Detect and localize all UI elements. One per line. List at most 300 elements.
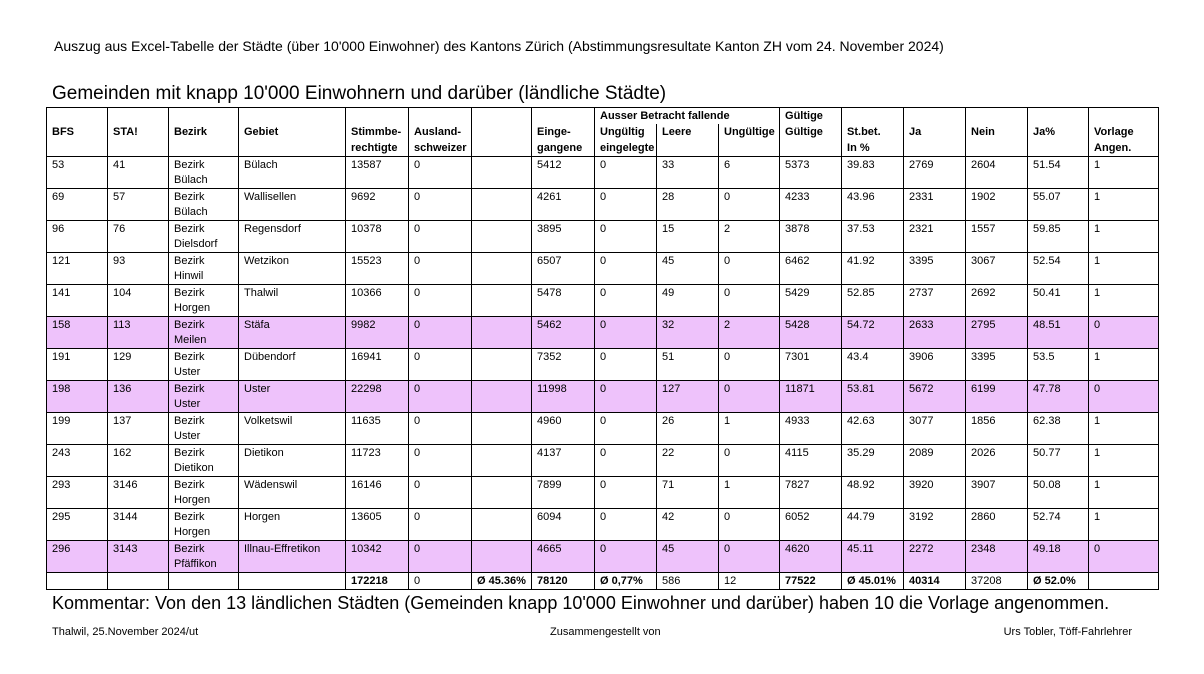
table-cell: 104 (108, 285, 169, 317)
table-cell: 3920 (904, 477, 966, 509)
table-cell: 0 (595, 253, 657, 285)
total-cell: 172218 (346, 573, 409, 590)
table-cell: 4115 (780, 445, 842, 477)
table-cell: 62.38 (1028, 413, 1089, 445)
table-cell: Thalwil (239, 285, 346, 317)
table-cell: 3192 (904, 509, 966, 541)
table-cell: 0 (409, 509, 472, 541)
table-cell: 4261 (532, 189, 595, 221)
table-cell: 0 (719, 541, 780, 573)
total-cell: 12 (719, 573, 780, 590)
table-cell: 69 (47, 189, 108, 221)
header-cell (904, 108, 966, 125)
table-row (47, 445, 1159, 477)
comment-text: Kommentar: Von den 13 ländlichen Städten (Gemeinden knapp 10'000 Einwohner und darüber) haben 10 die Vorlage angenommen. (52, 593, 1110, 613)
table-cell: Uster (239, 381, 346, 413)
table-cell: 0 (595, 445, 657, 477)
table-cell: 0 (1089, 541, 1159, 573)
column-header (47, 140, 108, 157)
table-cell: 0 (595, 189, 657, 221)
table-cell: Bülach (239, 157, 346, 189)
table-cell: 3395 (966, 349, 1028, 381)
table-cell: 6052 (780, 509, 842, 541)
table-cell: 9982 (346, 317, 409, 349)
table-cell: 5429 (780, 285, 842, 317)
table-cell: 11635 (346, 413, 409, 445)
table-cell: 0 (595, 157, 657, 189)
table-cell: 5478 (532, 285, 595, 317)
header-cell (346, 108, 409, 125)
table-cell (472, 253, 532, 285)
table-cell: 136 (108, 381, 169, 413)
table-cell: Wetzikon (239, 253, 346, 285)
table-cell: 0 (719, 189, 780, 221)
column-header (719, 140, 780, 157)
table-cell: Stäfa (239, 317, 346, 349)
table-cell: 4960 (532, 413, 595, 445)
table-cell: 11998 (532, 381, 595, 413)
table-cell: 53 (47, 157, 108, 189)
table-cell (472, 509, 532, 541)
table-cell: 39.83 (842, 157, 904, 189)
table-cell: 2026 (966, 445, 1028, 477)
table-cell: 0 (595, 477, 657, 509)
table-cell (472, 477, 532, 509)
table-cell (472, 413, 532, 445)
table-cell: 3067 (966, 253, 1028, 285)
column-header: Einge- (532, 124, 595, 140)
table-row (47, 349, 1159, 381)
table-cell (472, 285, 532, 317)
table-cell: 6462 (780, 253, 842, 285)
column-header: Vorlage (1089, 124, 1159, 140)
table-cell: 13605 (346, 509, 409, 541)
table-cell: 191 (47, 349, 108, 381)
footer-left: Thalwil, 25.November 2024/ut (52, 626, 199, 638)
table-cell: Bezirk Meilen (169, 317, 239, 349)
table-cell: 52.74 (1028, 509, 1089, 541)
table-cell: 198 (47, 381, 108, 413)
table-cell: 2272 (904, 541, 966, 573)
header-cell (1028, 108, 1089, 125)
table-cell: 3395 (904, 253, 966, 285)
table-cell: 50.77 (1028, 445, 1089, 477)
column-header: Ausland- (409, 124, 472, 140)
table-row (47, 509, 1159, 541)
table-cell: 1 (1089, 253, 1159, 285)
table-cell: 295 (47, 509, 108, 541)
column-header (966, 140, 1028, 157)
table-cell: 55.07 (1028, 189, 1089, 221)
table-cell (472, 541, 532, 573)
table-cell: Bezirk Pfäffikon (169, 541, 239, 573)
table-cell: 1 (1089, 221, 1159, 253)
table-cell (472, 445, 532, 477)
table-cell: 2737 (904, 285, 966, 317)
table-cell: 7301 (780, 349, 842, 381)
table-cell: 4620 (780, 541, 842, 573)
table-cell: 16146 (346, 477, 409, 509)
table-cell: 45.11 (842, 541, 904, 573)
table-row (47, 157, 1159, 189)
total-cell: 40314 (904, 573, 966, 590)
table-cell: 0 (409, 445, 472, 477)
table-cell: 6094 (532, 509, 595, 541)
column-header: Stimmbe- (346, 124, 409, 140)
header-cell (966, 108, 1028, 125)
table-cell: 53.81 (842, 381, 904, 413)
table-cell: 71 (657, 477, 719, 509)
table-cell: Bezirk Uster (169, 413, 239, 445)
group-header-gueltige: Gültige (780, 108, 842, 125)
table-cell: 50.08 (1028, 477, 1089, 509)
table-cell: 11871 (780, 381, 842, 413)
table-cell: 7827 (780, 477, 842, 509)
total-cell: Ø 45.01% (842, 573, 904, 590)
table-cell: 41 (108, 157, 169, 189)
column-header: STA! (108, 124, 169, 140)
table-cell: Regensdorf (239, 221, 346, 253)
table-cell: 45 (657, 541, 719, 573)
table-cell (472, 157, 532, 189)
table-cell: 4233 (780, 189, 842, 221)
table-cell (472, 221, 532, 253)
table-cell: 10366 (346, 285, 409, 317)
table-cell: 45 (657, 253, 719, 285)
header-cell (239, 108, 346, 125)
column-header (657, 140, 719, 157)
table-cell: 296 (47, 541, 108, 573)
table-cell: 7352 (532, 349, 595, 381)
table-cell: Bezirk Horgen (169, 509, 239, 541)
column-header: Ja (904, 124, 966, 140)
table-cell: 0 (409, 157, 472, 189)
group-header-ausser: Ausser Betracht fallende (595, 108, 780, 125)
footer-right: Urs Tobler, Töff-Fahrlehrer (1003, 626, 1132, 638)
results-table (46, 107, 1159, 590)
column-header: BFS (47, 124, 108, 140)
header-cell (409, 108, 472, 125)
table-cell: 59.85 (1028, 221, 1089, 253)
total-cell: 37208 (966, 573, 1028, 590)
table-cell: 49 (657, 285, 719, 317)
table-cell: 6 (719, 157, 780, 189)
table-cell: 48.51 (1028, 317, 1089, 349)
table-cell: Bezirk Dietikon (169, 445, 239, 477)
table-cell (472, 189, 532, 221)
table-cell: 3906 (904, 349, 966, 381)
table-cell: 93 (108, 253, 169, 285)
table-cell: Bezirk Dielsdorf (169, 221, 239, 253)
total-cell: Ø 45.36% (472, 573, 532, 590)
table-cell: 35.29 (842, 445, 904, 477)
table-cell: 47.78 (1028, 381, 1089, 413)
table-cell: 4665 (532, 541, 595, 573)
table-cell: 2089 (904, 445, 966, 477)
total-cell: 78120 (532, 573, 595, 590)
table-cell: 0 (595, 317, 657, 349)
table-cell: 3143 (108, 541, 169, 573)
table-cell: 6507 (532, 253, 595, 285)
table-cell: 0 (595, 541, 657, 573)
table-cell: 26 (657, 413, 719, 445)
table-cell: 5373 (780, 157, 842, 189)
table-cell: 2795 (966, 317, 1028, 349)
table-row (47, 221, 1159, 253)
table-row (47, 253, 1159, 285)
table-cell: 50.41 (1028, 285, 1089, 317)
table-cell: 0 (719, 253, 780, 285)
column-header: Gültige (780, 124, 842, 140)
table-cell: 0 (719, 509, 780, 541)
document-subtitle: Gemeinden mit knapp 10'000 Einwohnern und darüber (ländliche Städte) (52, 83, 667, 104)
column-header (239, 140, 346, 157)
table-cell: Illnau-Effretikon (239, 541, 346, 573)
table-cell: 6199 (966, 381, 1028, 413)
column-header-row (47, 124, 1159, 140)
table-cell: 0 (409, 477, 472, 509)
table-cell: 3144 (108, 509, 169, 541)
table-cell: 76 (108, 221, 169, 253)
table-cell: 1902 (966, 189, 1028, 221)
table-cell: 5462 (532, 317, 595, 349)
table-cell: 121 (47, 253, 108, 285)
table-cell: 162 (108, 445, 169, 477)
column-header: schweizer (409, 140, 472, 157)
table-cell: 0 (595, 509, 657, 541)
table-cell: 10378 (346, 221, 409, 253)
total-cell: 586 (657, 573, 719, 590)
column-header (1028, 140, 1089, 157)
table-cell: 1856 (966, 413, 1028, 445)
table-cell: 113 (108, 317, 169, 349)
table-cell: 2331 (904, 189, 966, 221)
table-cell: Dietikon (239, 445, 346, 477)
table-cell: 1 (1089, 509, 1159, 541)
table-cell: Wallisellen (239, 189, 346, 221)
table-cell: 2860 (966, 509, 1028, 541)
table-cell: 48.92 (842, 477, 904, 509)
table-cell: 0 (719, 285, 780, 317)
table-row (47, 317, 1159, 349)
table-cell: 1 (719, 477, 780, 509)
table-cell: 42 (657, 509, 719, 541)
column-header: Ungültig (595, 124, 657, 140)
table-row (47, 477, 1159, 509)
table-cell: 37.53 (842, 221, 904, 253)
table-cell: 1 (1089, 413, 1159, 445)
table-cell: 1 (1089, 445, 1159, 477)
table-cell: Bezirk Uster (169, 349, 239, 381)
table-cell: Horgen (239, 509, 346, 541)
table-cell: 0 (409, 381, 472, 413)
table-cell: 0 (719, 445, 780, 477)
table-cell: 15523 (346, 253, 409, 285)
table-cell: 7899 (532, 477, 595, 509)
table-cell: 2769 (904, 157, 966, 189)
table-cell: 0 (409, 253, 472, 285)
table-cell: 199 (47, 413, 108, 445)
table-cell: 1 (1089, 189, 1159, 221)
header-cell (1089, 108, 1159, 125)
table-cell: 16941 (346, 349, 409, 381)
column-header-row-2 (47, 140, 1159, 157)
table-cell: 2692 (966, 285, 1028, 317)
table-cell (472, 317, 532, 349)
column-header: Leere (657, 124, 719, 140)
table-cell: Bezirk Horgen (169, 477, 239, 509)
total-cell (47, 573, 108, 590)
table-cell: 54.72 (842, 317, 904, 349)
table-row (47, 413, 1159, 445)
table-cell: 4137 (532, 445, 595, 477)
column-header: Ungültige (719, 124, 780, 140)
group-header-row (47, 108, 1159, 125)
total-cell (1089, 573, 1159, 590)
total-cell: Ø 0,77% (595, 573, 657, 590)
table-cell: 158 (47, 317, 108, 349)
total-cell (108, 573, 169, 590)
table-cell: 44.79 (842, 509, 904, 541)
total-cell: Ø 52.0% (1028, 573, 1089, 590)
table-cell: 1 (1089, 477, 1159, 509)
table-cell: 43.4 (842, 349, 904, 381)
table-cell (472, 381, 532, 413)
table-cell: 0 (409, 317, 472, 349)
table-cell: 0 (719, 349, 780, 381)
table-cell: 51.54 (1028, 157, 1089, 189)
table-cell: 0 (595, 349, 657, 381)
table-cell: 5428 (780, 317, 842, 349)
total-cell (169, 573, 239, 590)
table-cell: 51 (657, 349, 719, 381)
table-cell: 52.85 (842, 285, 904, 317)
column-header (472, 124, 532, 140)
table-cell: 33 (657, 157, 719, 189)
column-header: Gebiet (239, 124, 346, 140)
table-cell: 0 (595, 221, 657, 253)
column-header: gangene (532, 140, 595, 157)
table-cell: 0 (595, 413, 657, 445)
table-cell: 22298 (346, 381, 409, 413)
table-cell: 1557 (966, 221, 1028, 253)
table-cell: 2 (719, 221, 780, 253)
table-cell: 3878 (780, 221, 842, 253)
header-cell (108, 108, 169, 125)
table-cell: 28 (657, 189, 719, 221)
header-cell (472, 108, 532, 125)
table-row (47, 285, 1159, 317)
column-header (108, 140, 169, 157)
table-cell: 57 (108, 189, 169, 221)
table-cell: 43.96 (842, 189, 904, 221)
table-cell: 2633 (904, 317, 966, 349)
table-cell: Bezirk Hinwil (169, 253, 239, 285)
table-cell: 5672 (904, 381, 966, 413)
table-cell: Bezirk Bülach (169, 157, 239, 189)
footer-middle: Zusammengestellt von (550, 626, 661, 638)
table-cell: 96 (47, 221, 108, 253)
table-cell: 1 (1089, 285, 1159, 317)
column-header: St.bet. (842, 124, 904, 140)
table-cell: 3146 (108, 477, 169, 509)
header-cell (842, 108, 904, 125)
table-cell: 10342 (346, 541, 409, 573)
table-cell: 1 (1089, 157, 1159, 189)
table-cell: 129 (108, 349, 169, 381)
header-cell (47, 108, 108, 125)
totals-row (47, 573, 1159, 590)
total-cell: 0 (409, 573, 472, 590)
column-header: eingelegte (595, 140, 657, 157)
table-cell: 3895 (532, 221, 595, 253)
table-cell: 11723 (346, 445, 409, 477)
table-cell: 49.18 (1028, 541, 1089, 573)
table-cell: 5412 (532, 157, 595, 189)
table-cell: 3077 (904, 413, 966, 445)
column-header: rechtigte (346, 140, 409, 157)
column-header (169, 140, 239, 157)
table-cell: 0 (409, 349, 472, 381)
column-header: Nein (966, 124, 1028, 140)
table-cell: 2321 (904, 221, 966, 253)
table-row (47, 381, 1159, 413)
column-header (472, 140, 532, 157)
column-header: Ja% (1028, 124, 1089, 140)
table-cell: 13587 (346, 157, 409, 189)
header-cell (532, 108, 595, 125)
table-cell: 127 (657, 381, 719, 413)
table-cell: Dübendorf (239, 349, 346, 381)
table-cell: 41.92 (842, 253, 904, 285)
table-cell: Bezirk Bülach (169, 189, 239, 221)
table-cell: 3907 (966, 477, 1028, 509)
table-cell: 243 (47, 445, 108, 477)
table-cell: 0 (1089, 381, 1159, 413)
table-cell: 0 (1089, 317, 1159, 349)
table-cell: 2604 (966, 157, 1028, 189)
table-cell: 0 (409, 541, 472, 573)
table-cell: 0 (595, 285, 657, 317)
table-cell: 4933 (780, 413, 842, 445)
table-cell: 293 (47, 477, 108, 509)
column-header (780, 140, 842, 157)
table-cell: 0 (409, 285, 472, 317)
table-cell: 137 (108, 413, 169, 445)
table-cell: Bezirk Horgen (169, 285, 239, 317)
table-cell: 0 (409, 413, 472, 445)
table-cell: 0 (719, 381, 780, 413)
table-cell: 22 (657, 445, 719, 477)
table-row (47, 189, 1159, 221)
table-cell: Volketswil (239, 413, 346, 445)
table-cell: Wädenswil (239, 477, 346, 509)
column-header: Bezirk (169, 124, 239, 140)
table-cell: 2348 (966, 541, 1028, 573)
document-title: Auszug aus Excel-Tabelle der Städte (über 10'000 Einwohner) des Kantons Zürich (Abstimmungsresultate Kanton ZH vom 24. November 2024) (54, 38, 944, 54)
table-cell: 141 (47, 285, 108, 317)
table-cell: 32 (657, 317, 719, 349)
table-cell: 0 (595, 381, 657, 413)
table-cell (472, 349, 532, 381)
column-header: In % (842, 140, 904, 157)
table-cell: 9692 (346, 189, 409, 221)
table-cell: 0 (409, 189, 472, 221)
table-cell: 52.54 (1028, 253, 1089, 285)
table-cell: 1 (1089, 349, 1159, 381)
table-cell: 15 (657, 221, 719, 253)
table-cell: 53.5 (1028, 349, 1089, 381)
